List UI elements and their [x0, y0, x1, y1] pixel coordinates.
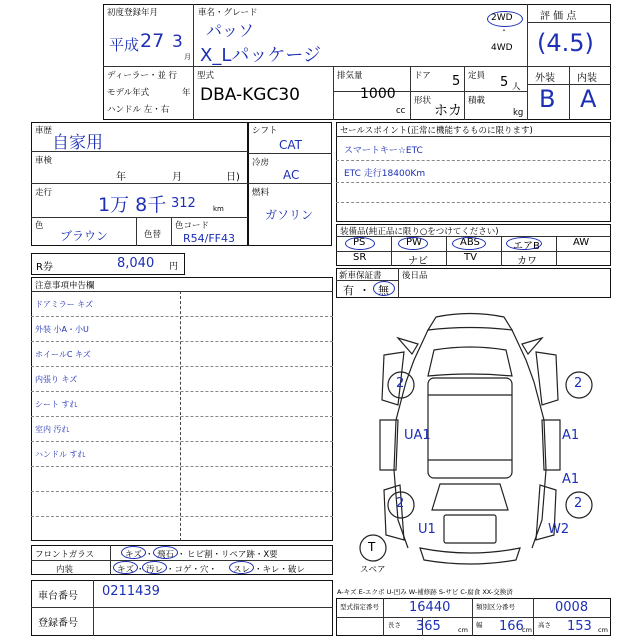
length-value: 365 [416, 619, 441, 634]
dealer-label: ディーラー・並 行 [107, 71, 178, 81]
shape-label: 形状 [414, 96, 432, 106]
interior-scuff: スレ [233, 565, 251, 575]
height-unit: cm [598, 626, 608, 634]
length-label: 長さ [388, 621, 401, 629]
fuel-label: 燃料 [252, 188, 270, 198]
model-year-unit: 年 [182, 88, 191, 98]
note-line: ホイールC キズ [35, 350, 91, 359]
ac-value: AC [283, 168, 300, 182]
inspection-year-unit: 年 [116, 172, 126, 183]
interior-stain-circle [142, 561, 167, 574]
eval-label: 評 価 点 [540, 11, 577, 22]
sales-points-label: セールスポイント(正常に機能するものに限ります) [340, 126, 533, 136]
damage-mark: A1 [562, 472, 580, 487]
interior-scratch: キズ [117, 565, 134, 575]
door-label: ドア [414, 71, 431, 81]
color-code-label: 色コード [175, 221, 210, 231]
damage-mark: 2 [396, 496, 405, 511]
cc-unit: cc [396, 106, 406, 116]
era: 平成 [109, 36, 140, 54]
note-line: 外装 小A・小U [35, 325, 89, 334]
shape: ホカ [434, 103, 462, 119]
interior-grade: A [580, 85, 597, 113]
glass-scratch-circle [121, 546, 146, 559]
car-name: パッソ [206, 21, 255, 40]
capacity-label: 定員 [468, 71, 486, 81]
warranty-no-circle [373, 281, 395, 296]
mileage-main: 1万 8千 [98, 194, 167, 216]
equip-aw: AW [573, 237, 590, 248]
front-glass-label: フロントガラス [35, 550, 94, 560]
model-no: 16440 [409, 600, 451, 615]
equip-pw-circle [398, 237, 428, 250]
color-code: R54/FF43 [183, 232, 235, 245]
chassis-value: 0211439 [102, 584, 160, 599]
equip-airbag-circle [506, 237, 542, 250]
inspection-month-unit: 月 [172, 172, 182, 183]
exterior-grade: B [539, 85, 556, 113]
color-value: ブラウン [60, 229, 109, 243]
glass-crack-repair: ヒビ割・リペア跡・X要 [187, 550, 278, 560]
grade: X_Lパッケージ [200, 45, 321, 66]
interior-sep: ・ [136, 565, 145, 575]
shift-value: CAT [279, 138, 302, 152]
recycle-label: R券 [36, 262, 53, 273]
note-line: 内張り キズ [35, 375, 78, 384]
exterior-label: 外装 [535, 73, 555, 84]
equip-abs: ABS [460, 237, 480, 248]
km-unit: km [213, 205, 224, 213]
interior-tear: ・キレ・破レ [254, 565, 305, 575]
recycle-box [31, 253, 185, 275]
damage-mark: 2 [574, 376, 583, 391]
equip-pw: PW [406, 237, 422, 248]
note-line: 室内 汚れ [35, 425, 70, 434]
model-code: DBA-KGC30 [200, 85, 300, 105]
warranty-after-label: 後日品 [402, 271, 428, 281]
equip-sr: SR [353, 252, 367, 263]
recolor-label: 色替 [144, 230, 162, 240]
usage-label: 車歴 [35, 126, 53, 136]
glass-chip-circle [153, 546, 178, 559]
drive-dot: ・ [500, 26, 508, 35]
shift-label: シフト [252, 126, 278, 136]
equip-ps: PS [353, 237, 366, 248]
capacity-unit: 人 [512, 82, 521, 92]
equipment-label: 装備品(純正品に限り○をつけてください) [340, 227, 499, 237]
recycle-unit: 円 [169, 262, 179, 272]
reg-year: 27 [140, 30, 165, 52]
mileage-label: 走行 [35, 188, 53, 198]
interior-burn-hole: ・コゲ・穴・ [166, 565, 218, 575]
first-reg-label: 初度登録年月 [107, 8, 159, 18]
damage-mark: W2 [548, 522, 570, 537]
length-unit: cm [458, 626, 468, 634]
month-unit: 月 [184, 53, 191, 61]
inspection-label: 車検 [35, 156, 53, 166]
warranty-no: 無 [378, 284, 389, 297]
damage-legend: A-キズ E-エクボ U-凹み W-補修跡 S-サビ C-腐食 XX-交換済 [337, 588, 513, 596]
warranty-sep: ・ [359, 284, 370, 297]
notes-label: 注意事項申告欄 [35, 281, 95, 291]
name-label: 車名・グレード [198, 8, 258, 18]
mileage-sub: 312 [171, 196, 196, 211]
warranty-new-label: 新車保証書 [339, 271, 382, 281]
note-line: ハンドル すれ [35, 450, 86, 459]
handle-label: ハンドル 左・右 [107, 105, 170, 115]
interior-row-label: 内装 [56, 565, 74, 575]
damage-mark: U1 [418, 522, 436, 537]
glass-chip: 飛石 [157, 550, 175, 560]
spare-tire-caption: スペア [360, 565, 386, 575]
interior-scuff-circle [229, 561, 254, 574]
payload-label: 積載 [468, 96, 486, 106]
ac-label: 冷房 [252, 158, 270, 168]
equip-tv: TV [464, 252, 477, 263]
reg-label: 登録番号 [38, 618, 78, 629]
equip-airbag: エアB [513, 241, 540, 252]
drive-4wd: 4WD [491, 43, 513, 53]
interior-scratch-circle [113, 561, 138, 574]
equip-ps-circle [345, 237, 375, 250]
sales-point-line: スマートキー☆ETC [344, 146, 423, 156]
note-line: ドアミラー キズ [35, 300, 94, 309]
spare-tire-mark: T [368, 540, 376, 554]
equip-navi: ナビ [408, 256, 428, 267]
type-label: 型式 [197, 71, 215, 81]
inspection-day-unit: 日) [226, 172, 240, 183]
reg-month: 3 [172, 32, 183, 52]
width-value: 166 [499, 619, 524, 634]
chassis-label: 車台番号 [38, 591, 78, 602]
model-year-label: モデル年式 [107, 88, 150, 98]
displacement: 1000 [360, 86, 396, 102]
model-no-label: 型式指定番号 [340, 603, 379, 611]
sales-point-line: ETC 走行18400Km [344, 169, 426, 179]
usage-value: 自家用 [52, 133, 103, 153]
glass-sep: ・ [145, 550, 154, 560]
interior-label: 内装 [577, 73, 597, 84]
glass-sep: ・ [177, 550, 186, 560]
warranty-yes: 有 [343, 284, 354, 297]
damage-mark: 2 [396, 376, 405, 391]
equip-abs-circle [452, 237, 486, 250]
displacement-label: 排気量 [337, 71, 363, 81]
class-no-label: 類別区分番号 [476, 603, 515, 611]
damage-mark: UA1 [404, 428, 431, 443]
eval-score: (4.5) [537, 29, 594, 57]
width-unit: cm [522, 626, 532, 634]
damage-mark: A1 [562, 428, 580, 443]
capacity: 5 [500, 75, 509, 90]
class-no: 0008 [555, 600, 589, 615]
width-label: 幅 [476, 621, 483, 629]
note-line: シート すれ [35, 400, 78, 409]
doors: 5 [452, 74, 461, 89]
color-label: 色 [35, 221, 44, 231]
equip-leather: カワ [517, 256, 537, 267]
height-value: 153 [567, 619, 592, 634]
kg-unit: kg [513, 108, 524, 118]
glass-scratch: キズ [125, 550, 142, 560]
fuel-value: ガソリン [265, 208, 314, 222]
height-label: 高さ [538, 621, 551, 629]
interior-stain: 汚レ [146, 565, 164, 575]
recycle-value: 8,040 [117, 256, 155, 271]
damage-mark: 2 [574, 496, 583, 511]
drive-2wd: 2WD [491, 13, 513, 23]
